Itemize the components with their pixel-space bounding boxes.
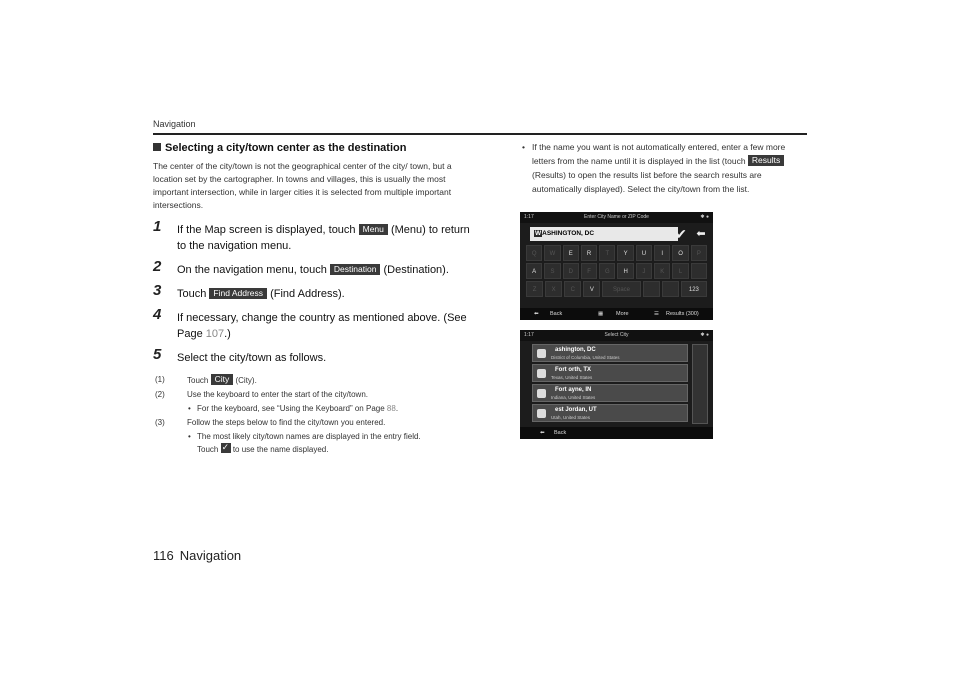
page-link-88[interactable]: 88 bbox=[386, 404, 396, 413]
status-icons: ✱ ● bbox=[700, 332, 709, 338]
key[interactable]: A bbox=[526, 263, 542, 279]
running-header: Navigation bbox=[153, 119, 196, 129]
space-key[interactable]: Space bbox=[602, 281, 640, 297]
find-address-button: Find Address bbox=[209, 288, 267, 299]
key[interactable]: S bbox=[544, 263, 560, 279]
back-arrow-icon[interactable]: ⬅ bbox=[540, 430, 545, 436]
backspace-icon[interactable]: ⬅ bbox=[696, 228, 706, 240]
key[interactable]: J bbox=[636, 263, 652, 279]
key[interactable]: U bbox=[636, 245, 652, 261]
destination-button: Destination bbox=[330, 264, 381, 275]
step-2: 2 On the navigation menu, touch Destination (Destination). bbox=[153, 258, 449, 276]
key[interactable]: H bbox=[617, 263, 633, 279]
key[interactable]: L bbox=[672, 263, 688, 279]
list-item[interactable]: est Jordan, UT Utah, United States bbox=[532, 404, 688, 422]
city-icon bbox=[537, 369, 546, 378]
key[interactable]: K bbox=[654, 263, 670, 279]
keyboard-row-3 bbox=[526, 281, 707, 297]
numeric-key[interactable]: 123 bbox=[681, 281, 707, 297]
key[interactable]: I bbox=[654, 245, 670, 261]
key[interactable]: Q bbox=[526, 245, 542, 261]
screen-bottom-bar bbox=[520, 427, 713, 439]
header-rule bbox=[153, 133, 807, 135]
screenshot-city-entry bbox=[520, 212, 713, 320]
back-arrow-icon[interactable]: ⬅ bbox=[534, 311, 539, 317]
checkmark-icon[interactable]: ✔ bbox=[675, 226, 687, 242]
city-button: City bbox=[211, 374, 234, 385]
list-item[interactable]: ashington, DC District of Columbia, United States bbox=[532, 344, 688, 362]
intro-paragraph: The center of the city/town is not the geographical center of the city/ town, but a location set by the cartographer. In towns and villages, this is usually the most important intersection, while in larger cities it is selected from multiple important intersections. bbox=[153, 161, 452, 210]
page-link-107[interactable]: 107 bbox=[205, 328, 225, 340]
section-title: Selecting a city/town center as the destination bbox=[153, 142, 473, 154]
key[interactable] bbox=[691, 263, 707, 279]
bullet-keyboard: • For the keyboard, see “Using the Keyboard” on Page 88. bbox=[153, 403, 473, 415]
keyboard-row-2 bbox=[526, 263, 707, 279]
left-column bbox=[153, 140, 473, 458]
key[interactable]: R bbox=[581, 245, 597, 261]
bullet-results: • If the name you want is not automatically entered, enter a few more letters from the name until it is displayed in the list (touch Results (Results) to open the results list before the search results are automatically displayed). Select the city/town from the list. bbox=[520, 140, 810, 196]
list-item[interactable]: Fort orth, TX Texas, United States bbox=[532, 364, 688, 382]
key[interactable]: C bbox=[564, 281, 581, 297]
keyboard-row-1 bbox=[526, 245, 707, 261]
city-entry-field[interactable]: WASHINGTON, DC bbox=[530, 227, 678, 241]
menu-button: Menu bbox=[359, 224, 388, 235]
screenshot-select-city bbox=[520, 330, 713, 439]
results-button: Results bbox=[748, 155, 784, 166]
step-1: 1 If the Map screen is displayed, touch Menu (Menu) to return to the navigation menu. bbox=[153, 218, 470, 252]
key[interactable]: T bbox=[599, 245, 615, 261]
right-column bbox=[520, 140, 810, 196]
back-label[interactable]: Back bbox=[550, 311, 563, 317]
status-icons: ✱ ● bbox=[700, 214, 709, 220]
city-list bbox=[532, 344, 688, 424]
step-5: 5 Select the city/town as follows. bbox=[153, 346, 327, 364]
square-bullet-icon bbox=[153, 143, 161, 151]
key[interactable]: F bbox=[581, 263, 597, 279]
results-label[interactable]: Results (300) bbox=[666, 311, 699, 317]
page-footer bbox=[153, 548, 241, 563]
status-bar: 1:17 Select City ✱ ● bbox=[520, 330, 713, 341]
back-label[interactable]: Back bbox=[554, 430, 567, 436]
key[interactable] bbox=[643, 281, 660, 297]
city-icon bbox=[537, 389, 546, 398]
substep-2: (2) Use the keyboard to enter the start of the city/town. bbox=[155, 390, 368, 399]
key[interactable]: Y bbox=[617, 245, 633, 261]
key[interactable]: V bbox=[583, 281, 600, 297]
key[interactable]: G bbox=[599, 263, 615, 279]
status-bar: 1:17 Enter City Name or ZIP Code ✱ ● bbox=[520, 212, 713, 223]
key[interactable] bbox=[662, 281, 679, 297]
bullet-entry-field: • The most likely city/town names are displayed in the entry field. Touch ✓ to use the name displayed. bbox=[153, 431, 473, 456]
scrollbar[interactable] bbox=[692, 344, 708, 424]
more-label[interactable]: More bbox=[616, 311, 629, 317]
key[interactable]: O bbox=[672, 245, 688, 261]
screen-bottom-bar bbox=[520, 308, 713, 320]
substep-1: (1) Touch City (City). bbox=[155, 374, 257, 385]
list-item[interactable]: Fort ayne, IN Indiana, United States bbox=[532, 384, 688, 402]
page-number: 116 bbox=[153, 548, 174, 563]
substep-3: (3) Follow the steps below to find the city/town you entered. bbox=[155, 418, 386, 427]
footer-section: Navigation bbox=[179, 548, 242, 563]
key[interactable]: E bbox=[563, 245, 579, 261]
keyboard bbox=[526, 245, 707, 299]
checkmark-icon bbox=[221, 443, 231, 453]
list-icon[interactable]: ☰ bbox=[654, 311, 659, 317]
key[interactable]: P bbox=[691, 245, 707, 261]
key[interactable]: X bbox=[545, 281, 562, 297]
step-4: 4 If necessary, change the country as mentioned above. (See Page 107.) bbox=[153, 306, 467, 340]
keyboard-icon[interactable]: ▦ bbox=[598, 311, 604, 317]
key[interactable]: W bbox=[544, 245, 560, 261]
key[interactable]: D bbox=[563, 263, 579, 279]
city-icon bbox=[537, 409, 546, 418]
step-3: 3 Touch Find Address (Find Address). bbox=[153, 282, 345, 300]
key[interactable]: Z bbox=[526, 281, 543, 297]
city-icon bbox=[537, 349, 546, 358]
